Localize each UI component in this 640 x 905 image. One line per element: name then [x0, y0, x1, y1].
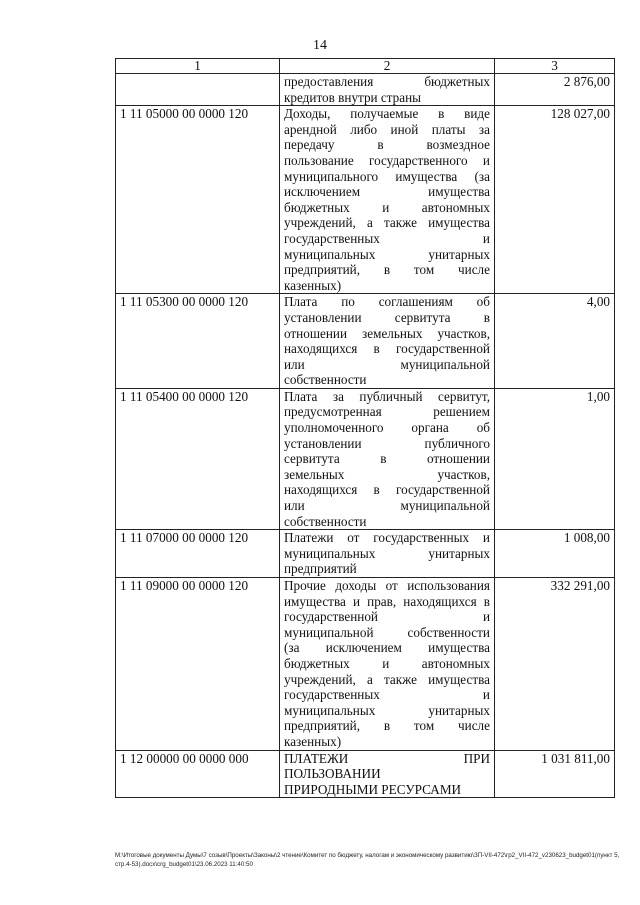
table-body [116, 74, 615, 798]
description-line: государственных и [284, 230, 490, 246]
description-line: пользование государственного и [284, 152, 490, 168]
description-cell [280, 74, 495, 106]
description-line: муниципальных унитарных [284, 246, 490, 262]
description-line: установлении сервитута в [284, 309, 490, 325]
description-line: муниципального имущества (за [284, 168, 490, 184]
column-header-code: 1 [116, 59, 280, 74]
description-line: Платежи от государственных и [284, 530, 490, 546]
amount-cell: 1 008,00 [495, 530, 615, 578]
description-line: Доходы, получаемые в виде [284, 106, 490, 122]
description-line: казенных) [284, 277, 342, 293]
description-line: ПЛАТЕЖИ ПРИ [284, 750, 490, 766]
table-row [116, 578, 615, 751]
description-line: учреждений, а также имущества [284, 671, 490, 687]
column-header-amount: 3 [495, 59, 615, 74]
budget-code-cell: 1 11 05400 00 0000 120 [116, 388, 280, 529]
description-line: муниципальных унитарных [284, 702, 490, 718]
description-line: Прочие доходы от использования [284, 578, 490, 593]
description-cell [280, 578, 495, 751]
description-cell [280, 388, 495, 529]
description-line: предприятий [284, 561, 357, 577]
budget-table [115, 58, 615, 798]
description-line: или муниципальной [284, 356, 490, 372]
description-line: установлении публичного [284, 435, 490, 451]
amount-cell: 1 031 811,00 [495, 750, 615, 798]
description-line: предусмотренная решением [284, 404, 490, 420]
description-line: муниципальных унитарных [284, 545, 490, 561]
description-line: Плата за публичный сервитут, [284, 388, 490, 404]
description-line: имущества и прав, находящихся в [284, 593, 490, 609]
table-row [116, 106, 615, 294]
table-row [116, 750, 615, 798]
amount-cell: 128 027,00 [495, 106, 615, 294]
description-line: муниципальной собственности [284, 624, 490, 640]
description-line: ПРИРОДНЫМИ РЕСУРСАМИ [284, 781, 462, 797]
description-line: передачу в возмездное [284, 137, 490, 153]
description-line: государственных и [284, 687, 490, 703]
description-line: ПОЛЬЗОВАНИИ [284, 766, 381, 782]
description-line: отношении земельных участков, [284, 325, 490, 341]
budget-code-cell: 1 11 07000 00 0000 120 [116, 530, 280, 578]
budget-code-cell: 1 11 05300 00 0000 120 [116, 294, 280, 389]
description-line: арендной либо иной платы за [284, 121, 490, 137]
amount-cell: 332 291,00 [495, 578, 615, 751]
footer-file-path: M:\Итоговые документы Думы\7 созыв\Проекты\Законы\2 чтение\Комитет по бюджету, налогам и экономическому развитию\ЗП-VII-472\гр2_VII-472_v230623_budget01(пункт 5, стр.4-53).docx\crg_budget01\23.06.2023 11:40:50 [115, 852, 620, 868]
description-cell [280, 530, 495, 578]
description-cell [280, 294, 495, 389]
table-row [116, 74, 615, 106]
description-line: собственности [284, 513, 367, 529]
description-line: или муниципальной [284, 498, 490, 514]
description-line: кредитов внутри страны [284, 89, 422, 105]
page-number: 14 [313, 38, 327, 53]
description-line: бюджетных и автономных [284, 199, 490, 215]
column-header-description: 2 [280, 59, 495, 74]
amount-cell: 2 876,00 [495, 74, 615, 106]
description-line: исключением имущества [284, 184, 490, 200]
description-line: собственности [284, 372, 367, 388]
description-line: находящихся в государственной [284, 482, 490, 498]
description-line: Плата по соглашениям об [284, 294, 490, 310]
budget-code-cell: 1 12 00000 00 0000 000 [116, 750, 280, 798]
budget-code-cell [116, 74, 280, 106]
budget-code-cell: 1 11 09000 00 0000 120 [116, 578, 280, 751]
description-line: казенных) [284, 733, 342, 749]
table-row [116, 530, 615, 578]
amount-cell: 1,00 [495, 388, 615, 529]
description-cell [280, 750, 495, 798]
description-line: предоставления бюджетных [284, 74, 490, 89]
amount-cell: 4,00 [495, 294, 615, 389]
description-line: предприятий, в том числе [284, 718, 490, 734]
description-line: бюджетных и автономных [284, 655, 490, 671]
description-line: государственной и [284, 609, 490, 625]
description-cell [280, 106, 495, 294]
description-line: предприятий, в том числе [284, 262, 490, 278]
budget-code-cell: 1 11 05000 00 0000 120 [116, 106, 280, 294]
table-row [116, 294, 615, 389]
description-line: сервитута в отношении [284, 451, 490, 467]
description-line: (за исключением имущества [284, 640, 490, 656]
description-line: земельных участков, [284, 466, 490, 482]
description-line: уполномоченного органа об [284, 420, 490, 436]
table-row [116, 388, 615, 529]
description-line: учреждений, а также имущества [284, 215, 490, 231]
description-line: находящихся в государственной [284, 341, 490, 357]
table-header-row [116, 59, 615, 74]
